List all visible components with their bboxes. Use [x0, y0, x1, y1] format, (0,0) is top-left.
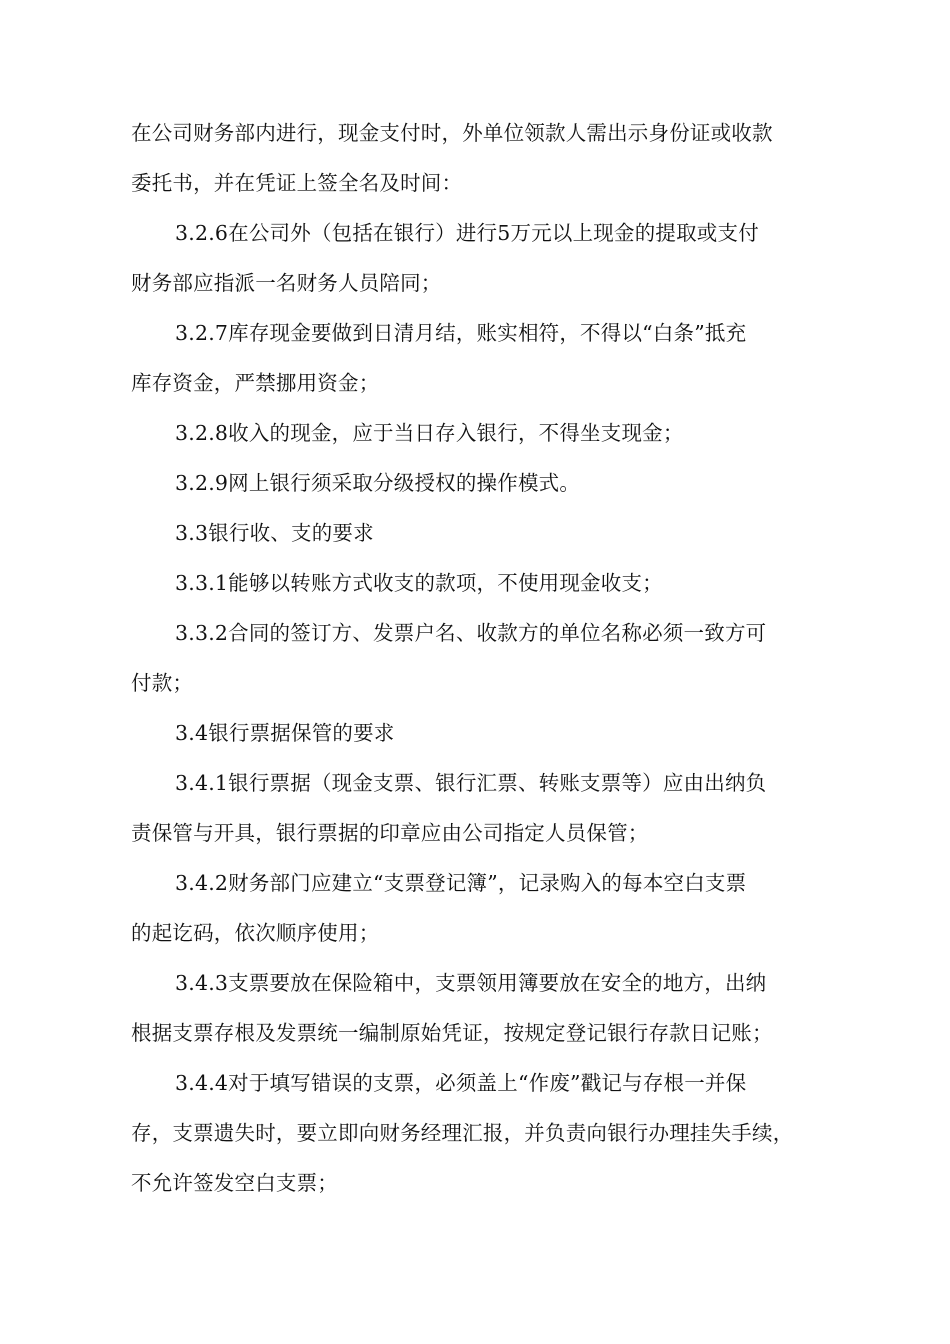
text-line: 库存资金，严禁挪用资金； [131, 371, 380, 395]
text-line: 付款； [131, 671, 194, 695]
text-line: 3.4.3支票要放在保险箱中，支票领用簿要放在安全的地方，出纳 [175, 971, 767, 995]
text-line: 3.3.1能够以转账方式收支的款项，不使用现金收支； [175, 571, 663, 595]
text-line: 不允许签发空白支票； [131, 1171, 338, 1195]
section-heading: 3.4银行票据保管的要求 [175, 721, 395, 745]
section-heading: 3.3银行收、支的要求 [175, 521, 374, 545]
text-line: 责保管与开具，银行票据的印章应由公司指定人员保管； [131, 821, 649, 845]
text-line: 3.4.4对于填写错误的支票，必须盖上“作废”戳记与存根一并保 [175, 1071, 747, 1095]
text-line: 存，支票遗失时，要立即向财务经理汇报，并负责向银行办理挂失手续， [131, 1121, 794, 1145]
text-line: 根据支票存根及发票统一编制原始凭证，按规定登记银行存款日记账； [131, 1021, 773, 1045]
text-line: 3.4.2财务部门应建立“支票登记簿”，记录购入的每本空白支票 [175, 871, 747, 895]
text-line: 委托书，并在凭证上签全名及时间： [131, 171, 463, 195]
text-line: 3.2.8收入的现金，应于当日存入银行，不得坐支现金； [175, 421, 684, 445]
text-line: 3.2.7库存现金要做到日清月结，账实相符，不得以“白条”抵充 [175, 321, 747, 345]
text-line: 3.2.9网上银行须采取分级授权的操作模式。 [175, 471, 581, 495]
text-line: 3.3.2合同的签订方、发票户名、收款方的单位名称必须一致方可 [175, 621, 767, 645]
text-line: 3.4.1银行票据（现金支票、银行汇票、转账支票等）应由出纳负 [175, 771, 767, 795]
text-line: 3.2.6在公司外（包括在银行）进行5万元以上现金的提取或支付 [175, 221, 759, 245]
text-line: 在公司财务部内进行，现金支付时，外单位领款人需出示身份证或收款 [131, 121, 773, 145]
text-line: 财务部应指派一名财务人员陪同； [131, 271, 442, 295]
text-line: 的起讫码，依次顺序使用； [131, 921, 380, 945]
